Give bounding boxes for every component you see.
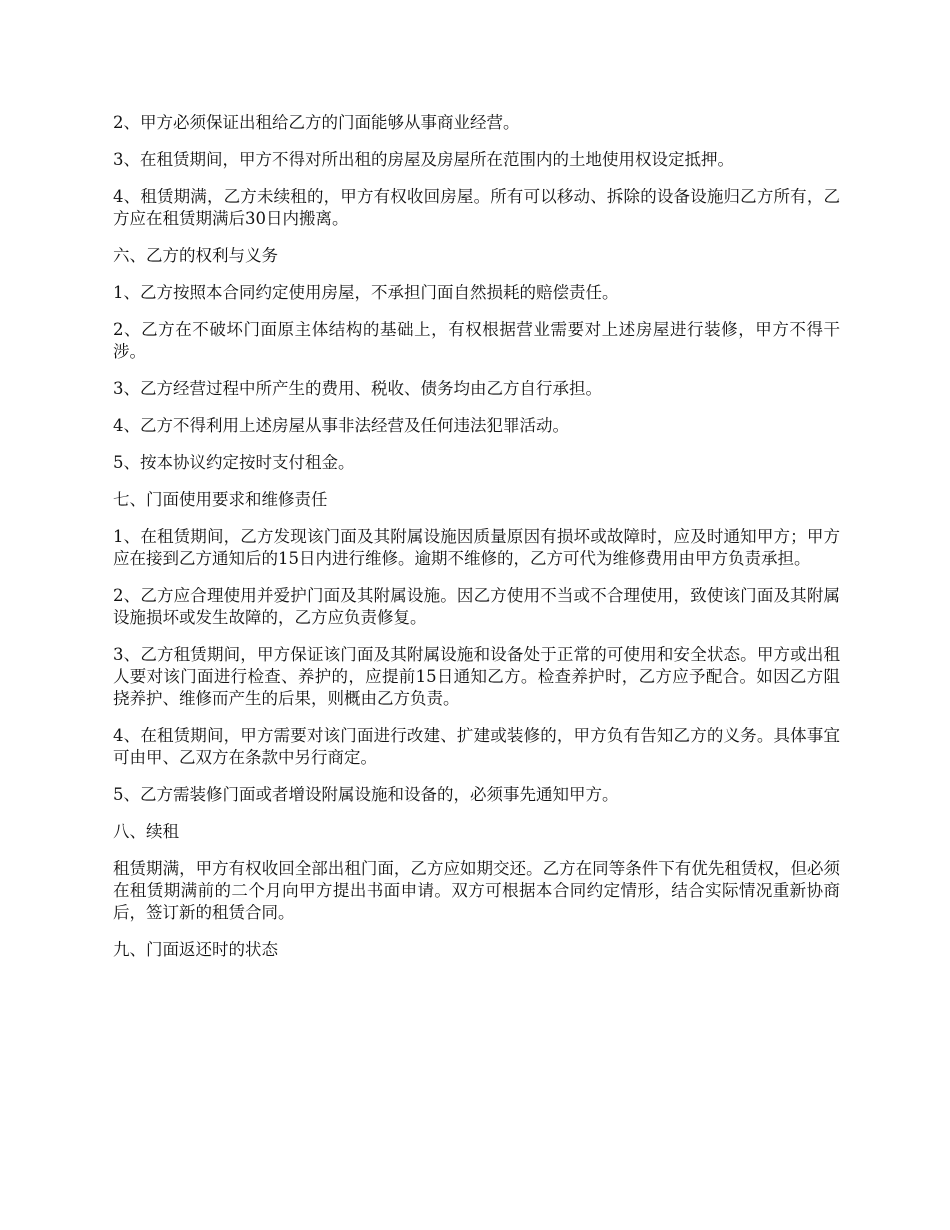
tenant-clause-5: 5、按本协议约定按时支付租金。 bbox=[113, 453, 355, 472]
document-page bbox=[113, 112, 840, 976]
clause-4-lease-expiry: 4、租赁期满，乙方未续租的，甲方有权收回房屋。所有可以移动、拆除的设备设施归乙方所有，乙方应在租赁期满后30日内搬离。 bbox=[113, 187, 840, 228]
renewal-clause: 租赁期满，甲方有权收回全部出租门面，乙方应如期交还。乙方在同等条件下有优先租赁权，但必须在租赁期满前的二个月向甲方提出书面申请。双方可根据本合同约定情形，结合实际情况重新协商后，签订新的租赁合同。 bbox=[113, 859, 840, 922]
tenant-clause-2: 2、乙方在不破坏门面原主体结构的基础上，有权根据营业需要对上述房屋进行装修，甲方不得干涉。 bbox=[113, 320, 840, 361]
section-heading-maintenance: 七、门面使用要求和维修责任 bbox=[113, 490, 328, 509]
section-heading-return-state: 九、门面返还时的状态 bbox=[113, 940, 278, 959]
tenant-clause-4: 4、乙方不得利用上述房屋从事非法经营及任何违法犯罪活动。 bbox=[113, 416, 569, 435]
section-heading-renewal: 八、续租 bbox=[113, 822, 179, 841]
maintenance-clause-2: 2、乙方应合理使用并爱护门面及其附属设施。因乙方使用不当或不合理使用，致使该门面及其附属设施损坏或发生故障的，乙方应负责修复。 bbox=[113, 586, 840, 627]
maintenance-clause-4: 4、在租赁期间，甲方需要对该门面进行改建、扩建或装修的，甲方负有告知乙方的义务。具体事宜可由甲、乙双方在条款中另行商定。 bbox=[113, 726, 840, 767]
clause-2-landlord-commercial-use: 2、甲方必须保证出租给乙方的门面能够从事商业经营。 bbox=[113, 113, 520, 132]
maintenance-clause-5: 5、乙方需装修门面或者增设附属设施和设备的，必须事先通知甲方。 bbox=[113, 785, 619, 804]
section-heading-tenant-rights: 六、乙方的权利与义务 bbox=[113, 246, 278, 265]
tenant-clause-3: 3、乙方经营过程中所产生的费用、税收、债务均由乙方自行承担。 bbox=[113, 379, 602, 398]
clause-3-no-mortgage: 3、在租赁期间，甲方不得对所出租的房屋及房屋所在范围内的土地使用权设定抵押。 bbox=[113, 150, 734, 169]
maintenance-clause-3: 3、乙方租赁期间，甲方保证该门面及其附属设施和设备处于正常的可使用和安全状态。甲方或出租人要对该门面进行检查、养护的，应提前15日通知乙方。检查养护时，乙方应予配合。如因乙方阻挠养护、维修而产生的后果，则概由乙方负责。 bbox=[113, 645, 840, 708]
maintenance-clause-1: 1、在租赁期间，乙方发现该门面及其附属设施因质量原因有损坏或故障时，应及时通知甲方；甲方应在接到乙方通知后的15日内进行维修。逾期不维修的，乙方可代为维修费用由甲方负责承担。 bbox=[113, 527, 840, 568]
tenant-clause-1: 1、乙方按照本合同约定使用房屋，不承担门面自然损耗的赔偿责任。 bbox=[113, 283, 619, 302]
